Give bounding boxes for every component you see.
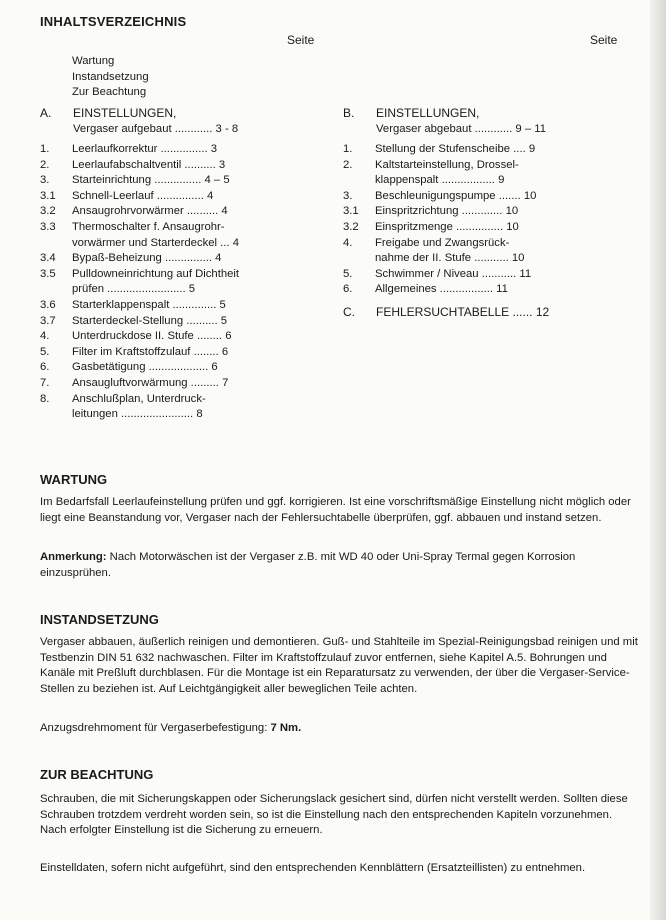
toc-entry-number: 4.	[40, 330, 50, 343]
toc-entry-number: 1.	[343, 143, 353, 155]
intro-line: Zur Beachtung	[72, 86, 147, 99]
toc-entry-number: 2.	[40, 158, 50, 171]
toc-entry-row	[343, 236, 633, 252]
note-label: Anmerkung:	[40, 551, 107, 563]
wartung-paragraph: Im Bedarfsfall Leerlaufeinstellung prüfen und ggf. korrigieren. Ist eine vorschriftsmäßige Einstellung nicht möglich oder liegt eine Beanstandung vor, Vergaser nach der Fehlersuchtabelle überprüfen, ggf. abbauen und instand setzen.	[40, 496, 631, 524]
beachtung-heading: ZUR BEACHTUNG	[40, 767, 154, 782]
toc-entry-row	[40, 189, 310, 205]
toc-entry-text: Starteinrichtung ............... 4 – 5	[72, 174, 230, 187]
toc-entry-text: Stellung der Stufenscheibe .... 9	[375, 143, 536, 155]
section-b-title: EINSTELLUNGEN,	[376, 106, 480, 120]
toc-entry-text: Pulldowneinrichtung auf Dichtheit	[72, 267, 240, 280]
toc-entry-number: 3.4	[40, 252, 56, 265]
toc-entry-number: 5.	[40, 345, 50, 358]
section-a-subtitle: Vergaser aufgebaut ............ 3 - 8	[73, 123, 239, 135]
instandsetzung-heading: INSTANDSETZUNG	[40, 612, 159, 627]
toc-entry-number: 3.	[343, 189, 353, 202]
toc-entry-text: nahme der II. Stufe ........... 10	[375, 252, 525, 265]
section-a-items	[40, 142, 310, 423]
toc-entry-row	[343, 267, 633, 283]
toc-entry-number: 7.	[40, 376, 50, 389]
toc-entry-text: Ansaugrohrvorwärmer .......... 4	[72, 205, 228, 218]
section-a-title: EINSTELLUNGEN,	[73, 106, 177, 120]
beachtung-paragraph-2: Einstelldaten, sofern nicht aufgeführt, sind den entsprechenden Kennblättern (Ersatzteillisten) zu entnehmen.	[40, 862, 586, 874]
toc-entry-text: Leerlaufabschaltventil .......... 3	[72, 158, 226, 171]
toc-entry-row	[40, 392, 310, 408]
toc-entry-row	[40, 345, 310, 361]
toc-entry-number: 4.	[343, 236, 353, 249]
toc-entry-row	[40, 314, 310, 330]
toc-entry-text: leitungen ....................... 8	[72, 408, 203, 421]
toc-entry-number: 8.	[40, 392, 50, 405]
toc-entry-number: 3.3	[40, 220, 56, 233]
toc-entry-row	[343, 220, 633, 236]
wartung-heading: WARTUNG	[40, 472, 108, 487]
toc-entry-number: 3.	[40, 174, 50, 187]
toc-entry-row	[40, 376, 310, 392]
toc-title: INHALTSVERZEICHNIS	[40, 14, 187, 29]
torque-label: Anzugsdrehmoment für Vergaserbefestigung:	[40, 722, 271, 734]
toc-entry-row	[343, 189, 633, 205]
toc-entry-text: prüfen ......................... 5	[72, 283, 196, 296]
toc-entry-text: Einspritzmenge ............... 10	[375, 220, 519, 233]
toc-entry-number: 3.2	[40, 205, 56, 218]
toc-entry-text: Unterdruckdose II. Stufe ........ 6	[72, 330, 232, 343]
toc-entry-row	[343, 158, 633, 174]
section-b-subtitle: Vergaser abgebaut ............ 9 – 11	[376, 123, 546, 135]
torque-value: 7 Nm.	[270, 722, 302, 734]
toc-entry-row	[40, 298, 310, 314]
section-letter-c: C.	[343, 305, 355, 319]
toc-entry-text: Anschlußplan, Unterdruck-	[72, 392, 206, 405]
toc-entry-row	[40, 329, 310, 345]
toc-entry-text: Ansaugluftvorwärmung ......... 7	[72, 376, 229, 389]
intro-line: Wartung	[72, 55, 115, 67]
toc-entry-row	[40, 158, 310, 174]
section-letter-a: A.	[40, 106, 52, 120]
beachtung-paragraph-1: Schrauben, die mit Sicherungskappen oder Sicherungslack gesichert sind, dürfen nicht verstellt werden. Sollten diese Schrauben trotzdem verdreht worden sein, so ist die Einstellung nach den entsprechenden Kapiteln vorzunehmen. Nach erfolgter Einstellung ist die Sicherung zu erneuern.	[40, 793, 628, 837]
toc-entry-number: 3.2	[343, 220, 359, 233]
section-c-title: FEHLERSUCHTABELLE ...... 12	[376, 305, 550, 319]
toc-entry-row	[343, 282, 633, 298]
toc-entry-row	[40, 251, 310, 267]
toc-entry-text: Leerlaufkorrektur ............... 3	[72, 143, 218, 155]
instandsetzung-paragraph: Vergaser abbauen, äußerlich reinigen und demontieren. Guß- und Stahlteile im Spezial-Reinigungsbad reinigen und mit Testbenzin DIN 51 632 nachwaschen. Filter im Kraftstoffzulauf zuvor entfernen, siehe Kapitel A.5. Bohrungen und Kanäle mit Preßluft durchblasen. Für die Montage ist ein Reparatursatz zu verwenden, der über die Vergaser-Service-Stellen zu beziehen ist. Auf Leichtgängigkeit aller beweglichen Teile achten.	[40, 636, 638, 695]
toc-entry-number: 1.	[40, 143, 50, 155]
intro-list	[72, 54, 272, 101]
page-column-label-left: Seite	[287, 33, 315, 47]
toc-entry-number: 3.7	[40, 314, 56, 327]
toc-entry-row	[343, 204, 633, 220]
toc-entry-row	[40, 142, 310, 158]
toc-entry-text: vorwärmer und Starterdeckel ... 4	[72, 236, 240, 249]
toc-entry-text: Schnell-Leerlauf ............... 4	[72, 189, 214, 202]
toc-entry-text: Einspritzrichtung ............. 10	[375, 205, 519, 218]
toc-entry-number: 3.1	[40, 189, 56, 202]
wartung-note	[40, 550, 638, 581]
toc-entry-row	[40, 173, 310, 189]
toc-entry-number: 3.1	[343, 205, 359, 218]
toc-entry-row	[40, 204, 310, 220]
toc-entry-row	[40, 236, 310, 252]
toc-entry-text: klappenspalt ................. 9	[375, 174, 505, 187]
page-column-label-right: Seite	[590, 33, 618, 47]
toc-entry-row	[343, 173, 633, 189]
toc-entry-number: 3.6	[40, 298, 56, 311]
toc-entry-text: Gasbetätigung ................... 6	[72, 361, 218, 374]
toc-entry-text: Kaltstarteinstellung, Drossel-	[375, 158, 519, 171]
toc-entry-number: 5.	[343, 267, 353, 280]
toc-entry-row	[40, 267, 310, 283]
note-text: Nach Motorwäschen ist der Vergaser z.B. mit WD 40 oder Uni-Spray Termal gegen Korrosion einzusprühen.	[40, 551, 576, 579]
toc-entry-text: Schwimmer / Niveau ........... 11	[375, 267, 532, 280]
toc-entry-text: Filter im Kraftstoffzulauf ........ 6	[72, 345, 229, 358]
toc-entry-text: Thermoschalter f. Ansaugrohr-	[72, 220, 225, 233]
page-edge	[650, 0, 666, 920]
toc-entry-row	[343, 251, 633, 267]
section-b-items	[343, 142, 633, 298]
intro-line: Instandsetzung	[72, 70, 149, 83]
toc-entry-row	[40, 220, 310, 236]
toc-entry-text: Allgemeines ................. 11	[375, 283, 508, 296]
section-letter-b: B.	[343, 106, 355, 120]
toc-entry-text: Starterklappenspalt .............. 5	[72, 298, 226, 311]
toc-entry-text: Starterdeckel-Stellung .......... 5	[72, 314, 228, 327]
toc-entry-number: 2.	[343, 158, 353, 171]
toc-entry-text: Bypaß-Beheizung ............... 4	[72, 252, 222, 265]
toc-entry-row	[40, 360, 310, 376]
torque-line	[40, 721, 638, 737]
toc-entry-row	[40, 407, 310, 423]
toc-entry-number: 6.	[343, 283, 353, 296]
toc-entry-row	[40, 282, 310, 298]
toc-entry-text: Freigabe und Zwangsrück-	[375, 236, 510, 249]
toc-entry-row	[343, 142, 633, 158]
toc-entry-number: 3.5	[40, 267, 56, 280]
toc-entry-text: Beschleunigungspumpe ....... 10	[375, 189, 537, 202]
toc-entry-number: 6.	[40, 361, 50, 374]
